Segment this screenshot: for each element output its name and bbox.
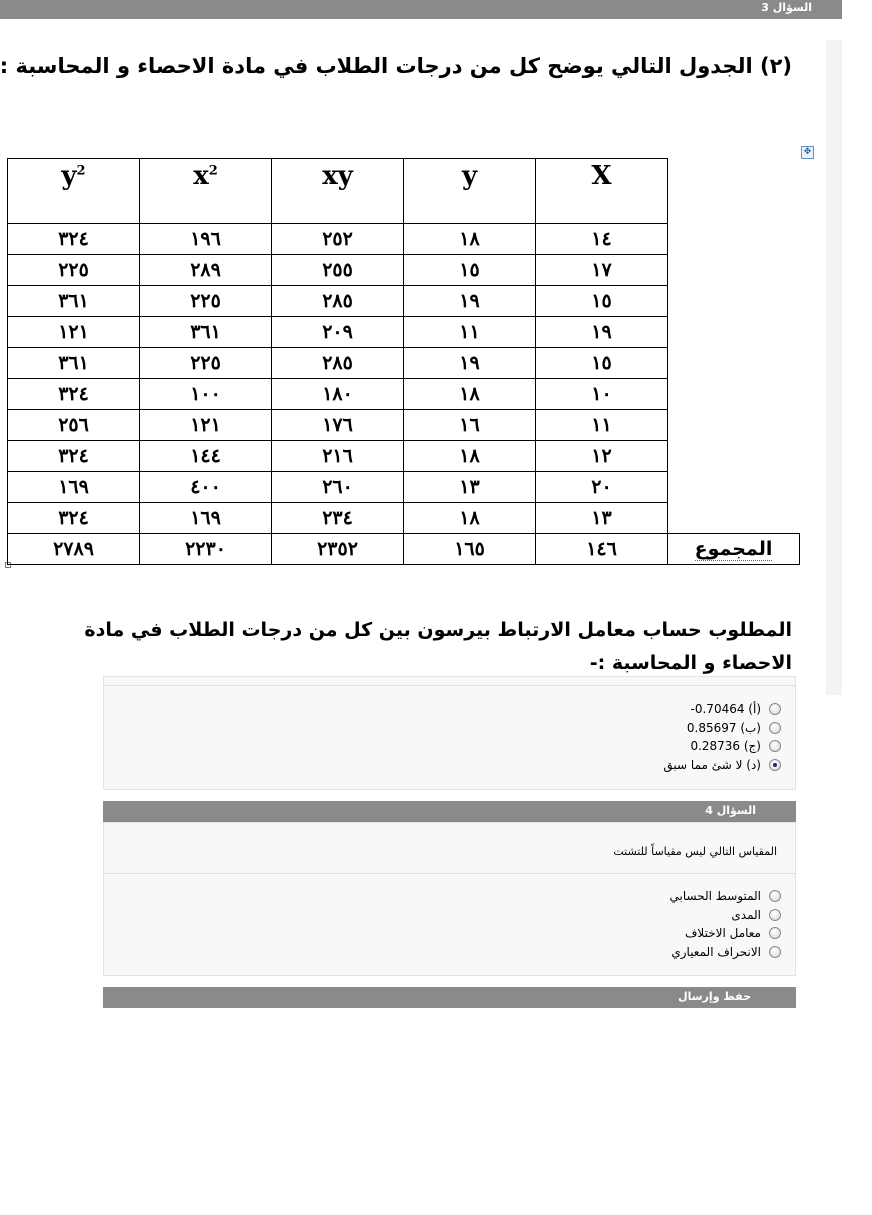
table-row: [8, 317, 800, 348]
table-cell: ٣٢٤: [8, 379, 140, 410]
header-x: X: [536, 159, 668, 224]
table-cell: ٣٦١: [140, 317, 272, 348]
table-row: [8, 472, 800, 503]
table-header-row: [8, 159, 800, 224]
question-4-header-label: السؤال 4: [705, 804, 756, 817]
table-cell: ١٢١: [140, 410, 272, 441]
table-cell: ١٨: [404, 379, 536, 410]
radio-icon[interactable]: [769, 759, 781, 771]
table-cell: ١٨: [404, 224, 536, 255]
answer-option[interactable]: [690, 739, 781, 753]
total-label-text: المجموع: [694, 538, 773, 560]
radio-icon[interactable]: [769, 927, 781, 939]
table-cell: ٢١٦: [272, 441, 404, 472]
table-cell: ٣٢٤: [8, 503, 140, 534]
table-cell: ١٠٠: [140, 379, 272, 410]
table-cell: ١٥: [536, 348, 668, 379]
table-cell: ١٨: [404, 441, 536, 472]
table-cell: ١٩٦: [140, 224, 272, 255]
blank-cell: [668, 255, 800, 286]
table-cell: ٢٦٠: [272, 472, 404, 503]
table-cell: ١٥: [536, 286, 668, 317]
table-cell: ٣٢٤: [8, 441, 140, 472]
header-y-squared: $y^2$: [8, 159, 140, 224]
table-cell: ١٠: [536, 379, 668, 410]
answer-option-label: (ب) 0.85697: [686, 720, 761, 735]
table-cell: ١٦٩: [140, 503, 272, 534]
blank-cell: [668, 159, 800, 224]
table-cell: ١٥: [404, 255, 536, 286]
blank-cell: [668, 317, 800, 348]
table-cell: ٢٢٥: [140, 348, 272, 379]
header-y: y: [404, 159, 536, 224]
table-cell: ١٨٠: [272, 379, 404, 410]
answer-option-label: (ج) 0.28736: [690, 739, 761, 753]
total-cell: ٢٧٨٩: [8, 534, 140, 565]
save-submit-button[interactable]: حفظ وإرسال: [678, 990, 751, 1003]
table-cell: ٣٢٤: [8, 224, 140, 255]
table-row: [8, 441, 800, 472]
table-cell: ١٩: [404, 348, 536, 379]
answer-option[interactable]: [687, 721, 781, 735]
answer-option[interactable]: [691, 702, 781, 716]
question-3-title: (٢) الجدول التالي يوضح كل من درجات الطلاب في مادة الاحصاء و المحاسبة :: [0, 54, 792, 78]
radio-icon[interactable]: [769, 703, 781, 715]
table-cell: ٢٨٥: [272, 348, 404, 379]
table-cell: ٢٢٥: [140, 286, 272, 317]
question-4-header: [103, 801, 796, 822]
table-row: [8, 410, 800, 441]
table-cell: ٢٥٢: [272, 224, 404, 255]
total-cell: ٢٢٣٠: [140, 534, 272, 565]
blank-cell: [668, 224, 800, 255]
total-label: [668, 534, 800, 565]
document-edge: [826, 40, 842, 695]
blank-cell: [668, 503, 800, 534]
question-3-header: [0, 0, 842, 19]
answer-option[interactable]: [731, 908, 781, 922]
table-cell: ٢٠: [536, 472, 668, 503]
data-table: [7, 158, 800, 565]
table-cell: ١٢: [536, 441, 668, 472]
answer-option-label: (د) لا شئ مما سبق: [663, 757, 761, 772]
table-cell: ١٤: [536, 224, 668, 255]
question-3-text: المطلوب حساب معامل الارتباط بيرسون بين كل من درجات الطلاب في مادة الاحصاء و المحاسبة :-: [84, 619, 792, 674]
table-cell: ١٢١: [8, 317, 140, 348]
table-cell: ٣٦١: [8, 286, 140, 317]
divider: [104, 873, 795, 874]
answer-option[interactable]: [670, 889, 781, 903]
header-xy: xy: [272, 159, 404, 224]
table-cell: ٢٥٥: [272, 255, 404, 286]
table-cell: ٤٠٠: [140, 472, 272, 503]
move-icon[interactable]: ✥: [801, 146, 814, 159]
total-cell: ١٦٥: [404, 534, 536, 565]
table-cell: ٢٨٥: [272, 286, 404, 317]
table-cell: ١١: [404, 317, 536, 348]
radio-icon[interactable]: [769, 909, 781, 921]
question-3-header-label: السؤال 3: [761, 1, 812, 14]
answer-option-label: (أ) 0.70464-: [690, 702, 761, 716]
blank-cell: [668, 441, 800, 472]
answer-option-label: معامل الاختلاف: [684, 926, 761, 940]
table-cell: ٢٥٦: [8, 410, 140, 441]
table-cell: ٢٢٥: [8, 255, 140, 286]
total-cell: ١٤٦: [536, 534, 668, 565]
header-x-squared: $x^2$: [140, 159, 272, 224]
answer-option-label: الانحراف المعياري: [671, 944, 761, 959]
question-4-text: المقياس التالي ليس مقياساً للتشتت: [613, 845, 777, 858]
total-cell: ٢٣٥٢: [272, 534, 404, 565]
table-total-row: [8, 534, 800, 565]
answer-option[interactable]: [671, 945, 781, 959]
table-row: [8, 348, 800, 379]
table-cell: ١٣: [404, 472, 536, 503]
blank-cell: [668, 348, 800, 379]
table-cell: ١٣: [536, 503, 668, 534]
table-cell: ٢٨٩: [140, 255, 272, 286]
answer-option[interactable]: [685, 926, 781, 940]
table-cell: ١٨: [404, 503, 536, 534]
answer-option[interactable]: [663, 758, 781, 772]
radio-icon[interactable]: [769, 740, 781, 752]
table-cell: ١٩: [536, 317, 668, 348]
blank-cell: [668, 379, 800, 410]
table-row: [8, 379, 800, 410]
radio-icon[interactable]: [769, 722, 781, 734]
table-row: [8, 255, 800, 286]
table-row: [8, 503, 800, 534]
radio-icon[interactable]: [769, 946, 781, 958]
table-row: [8, 224, 800, 255]
table-cell: ٣٦١: [8, 348, 140, 379]
table-cell: ١٧: [536, 255, 668, 286]
table-cell: ٢٣٤: [272, 503, 404, 534]
table-row: [8, 286, 800, 317]
answer-option-label: المدى: [731, 907, 761, 922]
answer-option-label: المتوسط الحسابي: [669, 889, 761, 903]
table-cell: ١٦٩: [8, 472, 140, 503]
table-cell: ١١: [536, 410, 668, 441]
save-bar: [103, 987, 796, 1008]
table-cell: ١٩: [404, 286, 536, 317]
table-cell: ١٤٤: [140, 441, 272, 472]
table-cell: ٢٠٩: [272, 317, 404, 348]
radio-icon[interactable]: [769, 890, 781, 902]
blank-cell: [668, 472, 800, 503]
table-cell: ١٦: [404, 410, 536, 441]
table-cell: ١٧٦: [272, 410, 404, 441]
blank-cell: [668, 286, 800, 317]
blank-cell: [668, 410, 800, 441]
divider: [104, 685, 795, 686]
